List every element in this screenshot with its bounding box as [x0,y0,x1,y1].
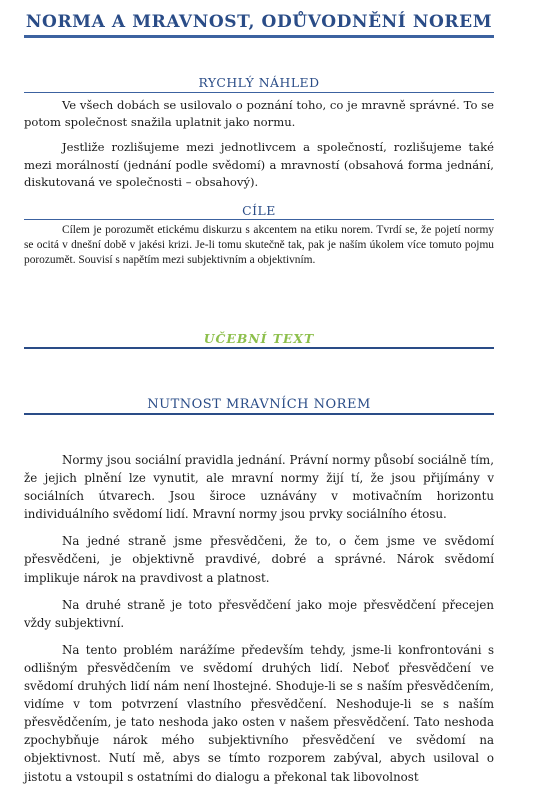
aims-text: Cílem je porozumět etickému diskurzu s akcentem na etiku norem. Tvrdí se, že pojetí normy se ocitá v dnešní době v jakési krizi. Je-li tomu skutečně tak, pak je naším úkolem více tomuto pojmu porozumět. Souvisí s napětím mezi subjektivním a objektivním. [24,224,494,266]
study-text-rule [24,347,494,349]
quick-view-rule [24,92,494,93]
section-heading: NUTNOST MRAVNÍCH NOREM [147,397,371,412]
aims-rule [24,219,494,220]
quick-view-block [24,97,494,199]
section-paragraph: Na druhé straně je toto přesvědčení jako moje přesvědčení přecejen vždy subjektivní. [24,597,494,630]
section-body [24,451,494,795]
section-paragraph: Normy jsou sociální pravidla jednání. Právní normy působí sociálně tím, že jejich plnění lze vynutit, ale mravní normy žijí tí, že jsou přijímány v sociálních útvarech. Jsou široce uznávány v motivačním horizontu individuálního svědomí lidí. Mravní normy jsou prvky sociálního étosu. [24,453,494,522]
aims-heading: CÍLE [242,203,276,218]
quick-view-paragraph: Jestliže rozlišujeme mezi jednotlivcem a společností, rozlišujeme také mezi morálností (jednání podle svědomí) a mravností (obsahová forma jednání, diskutovaná ve společnosti – obsahový). [24,140,494,189]
page-title: NORMA A MRAVNOST, ODŮVODNĚNÍ NOREM [25,12,493,32]
aims-block [24,223,494,268]
section-paragraph: Na tento problém narážíme především tehdy, jsme-li konfrontováni s odlišným přesvědčením ve svědomí druhých lidí. Neboť přesvědčení ve svědomí druhých lidí nám není lhostejné. Shoduje-li se s naším přesvědčením, vidíme v tom potvrzení vlastního přesvědčení. Neshoduje-li se s naším přesvědčením, je tato neshoda jako osten v našem přesvědčení. Tato neshoda zpochybňuje nárok mého subjektivního přesvědčení ve svědomí na objektivnost. Nutí mě, abys se tímto rozporem zabýval, abych usiloval o jistotu a vstoupil s ostatními do dialogu a překonal tak libovolnost [24,642,494,784]
quick-view-heading: RYCHLÝ NÁHLED [198,75,320,90]
quick-view-paragraph: Ve všech dobách se usilovalo o poznání toho, co je mravně správné. To se potom společnost snažila uplatnit jako normu. [24,98,494,130]
study-text-heading: UČEBNÍ TEXT [203,331,315,346]
section-rule [24,413,494,415]
section-paragraph: Na jedné straně jsme přesvědčeni, že to, o čem jsme ve svědomí přesvědčeni, je objektivně pravdivé, dobré a správné. Nárok svědomí implikuje nárok na pravdivost a platnost. [24,534,494,585]
title-underline [24,35,494,38]
